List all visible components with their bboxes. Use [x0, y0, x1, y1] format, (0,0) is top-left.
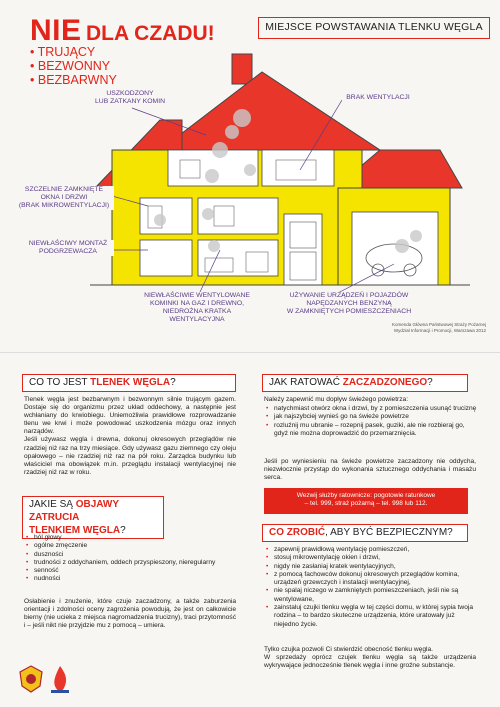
label-no-ventilation: BRAK WENTYLACJI [342, 94, 414, 102]
section-symptoms-title: JAKIE SĄ OBJAWY ZATRUCIA TLENKIEM WĘGLA? [22, 496, 164, 539]
section-safety-title: CO ZROBIĆ, ABY BYĆ BEZPIECZNYM? [262, 524, 468, 542]
house-illustration [0, 0, 500, 340]
section-rescue-title: JAK RATOWAĆ ZACZADZONEGO? [262, 374, 468, 392]
title-nie: NIE [30, 14, 82, 47]
section-symptoms-body: Osłabienie i znużenie, które czuje zaczadzony, a także zaburzenia orientacji i zdolności oceny zagrożenia powodują, że jest on całkowicie bierny (nie ucieka z miejsca nagromadzenia trucizny), traci przytomność i – jeśli nikt nie przyjdzie mu z pomocą – umiera. [24, 598, 236, 630]
safety-body: Tylko czujka pozwoli Ci stwierdzić obecność tlenku węgla. W sprzedaży oprócz czujek tlenku węgla są także urządzenia wykrywające jednocześnie tlenek węgla i inne groźne substancje. [264, 646, 476, 670]
rescue-item: • natychmiast otwórz okna i drzwi, by z pomieszczenia usunąć truciznę [266, 405, 478, 413]
rescue-item: • jak najszybciej wynieś go na świeże powietrze [266, 413, 478, 421]
safety-item: • nigdy nie zasłaniaj kratek wentylacyjnych, [266, 563, 478, 571]
rescue-body: Jeśli po wyniesieniu na świeże powietrze zaczadzony nie oddycha, niezwłocznie przystąp do wykonania sztucznego oddychania i masażu serca. [264, 458, 476, 482]
symptom-item: • duszności [26, 551, 238, 559]
safety-item: • nie spalaj niczego w zamkniętych pomieszczeniach, jeśli nie są wentylowane, [266, 587, 478, 604]
label-heater: NIEWŁAŚCIWY MONTAŻ PODGRZEWACZA [22, 240, 114, 256]
property-item: • BEZBARWNY [30, 73, 117, 87]
credits: Komenda Główna Państwowej Straży Pożarnej Wydział Informacji i Promocji, Warszawa 2012 [391, 322, 486, 333]
section-what-title: CO TO JEST TLENEK WĘGLA? [22, 374, 236, 392]
safety-list [266, 546, 478, 629]
symptom-item: • nudności [26, 575, 238, 583]
flame-logo-icon [48, 664, 72, 694]
symptoms-list [26, 534, 238, 584]
psp-emblem-icon [18, 664, 44, 694]
emergency-line-1: Wezwij służby ratownicze: pogotowie ratunkowe [296, 492, 436, 499]
section-what-body: Tlenek węgla jest bezbarwnym i bezwonnym silnie trującym gazem. Dostaje się do organizmu przez układ oddechowy, a następnie jest wchłaniany do krwiobiegu. Uniemożliwia prawidłowe rozprowadzanie tlenu we krwi i może powodować uszkodzenia mózgu oraz innych narządów. Jeśli używasz węgla i drewna, dokonuj okresowych przeglądów nie rzadziej niż raz na trzy miesiące. Gdy używasz gazu ziemnego czy oleju opałowego – nie rzadziej niż raz na pół roku. Zarządca budynku lub właściciel ma obowiązek m.in. przeglądu instalacji wentylacyjnej nie rzadziej niż raz w roku. [24, 396, 236, 476]
emergency-box [264, 488, 468, 514]
symptom-item: • ból głowy [26, 534, 238, 542]
rescue-list [266, 405, 478, 438]
symptom-item: • senność [26, 567, 238, 575]
safety-item: • zainstaluj czujki tlenku węgla w tej części domu, w której sypia twoja rodzina – to bardzo skuteczne urządzenia, które uratowały już niejedno życie. [266, 604, 478, 629]
rescue-intro: Należy zapewnić mu dopływ świeżego powietrza: [264, 396, 409, 403]
safety-item: • stosuj mikrowentylację okien i drzwi, [266, 554, 478, 562]
safety-item: • z pomocą fachowców dokonuj okresowych przeglądów komina, urządzeń grzewczych i instalacji wentylacyjnej, [266, 571, 478, 588]
symptom-item: • ogólne zmęczenie [26, 542, 238, 550]
label-fireplace: NIEWŁAŚCIWIE WENTYLOWANE KOMINKI NA GAZ I DREWNO, NIEDROŻNA KRATKA WENTYLACYJNA [138, 292, 256, 324]
title-dla-czadu: DLA CZADU! [85, 22, 215, 45]
co-sources-heading: MIEJSCE POWSTAWANIA TLENKU WĘGLA [258, 17, 490, 39]
symptom-item: • trudności z oddychaniem, oddech przyspieszony, nieregularny [26, 559, 238, 567]
label-chimney: USZKODZONY LUB ZATKANY KOMIN [88, 90, 172, 106]
safety-item: • zapewnij prawidłową wentylację pomieszczeń, [266, 546, 478, 554]
page-fold [0, 352, 500, 353]
property-item: • TRUJĄCY [30, 45, 117, 59]
property-item: • BEZWONNY [30, 59, 117, 73]
label-garage: UŻYWANIE URZĄDZEŃ I POJAZDÓW NAPĘDZANYCH BENZYNĄ W ZAMKNIĘTYCH POMIESZCZENIACH [282, 292, 416, 316]
emergency-line-2: – tel. 999, straż pożarną – tel. 998 lub 112. [304, 500, 428, 507]
rescue-item: • rozluźnij mu ubranie – rozepnij pasek, guziki, ale nie rozbieraj go, gdyż nie można doprowadzić do przemarznięcia. [266, 422, 478, 439]
label-sealed-windows: SZCZELNIE ZAMKNIĘTE OKNA I DRZWI (BRAK MIKROWENTYLACJI) [14, 186, 114, 210]
